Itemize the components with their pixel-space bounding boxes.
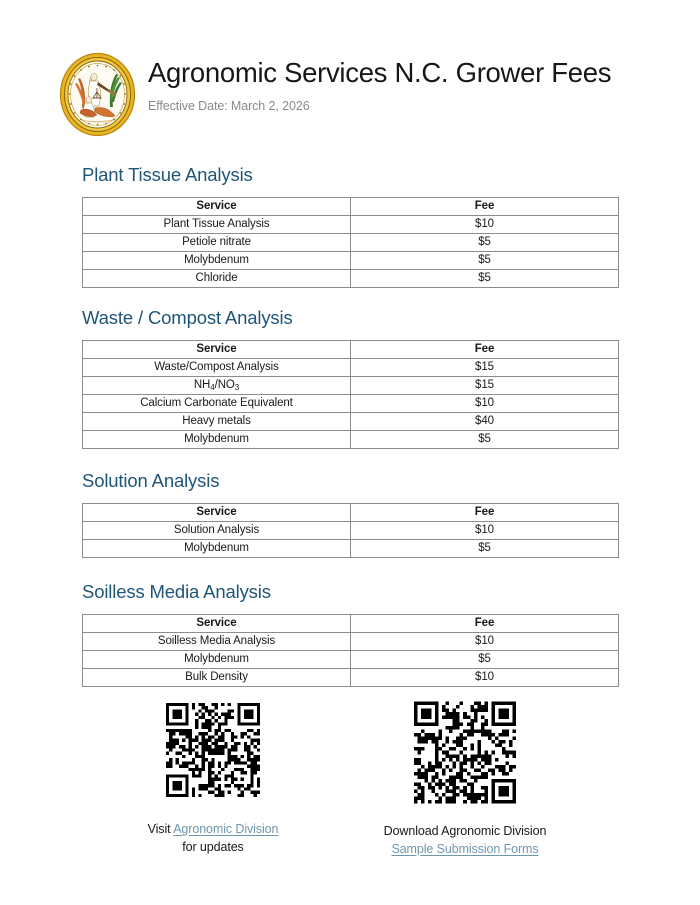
cell-fee: $10 bbox=[351, 216, 619, 234]
qr-caption-right bbox=[376, 823, 554, 858]
document-footer bbox=[0, 700, 700, 905]
table-header-row bbox=[83, 198, 619, 216]
cell-service: Waste/Compost Analysis bbox=[83, 359, 351, 377]
cell-fee: $40 bbox=[351, 413, 619, 431]
cell-fee: $5 bbox=[351, 252, 619, 270]
cell-service: Soilless Media Analysis bbox=[83, 633, 351, 651]
table-row bbox=[83, 431, 619, 449]
table-row bbox=[83, 270, 619, 288]
table-row bbox=[83, 540, 619, 558]
table-row bbox=[83, 359, 619, 377]
cell-service-formula: $NH_4/NO_3$ bbox=[83, 377, 351, 395]
table-row bbox=[83, 395, 619, 413]
column-header-fee: Fee bbox=[351, 341, 619, 359]
qr-caption-left bbox=[130, 821, 296, 856]
cell-service: Molybdenum bbox=[83, 431, 351, 449]
cell-fee: $15 bbox=[351, 377, 619, 395]
table-row bbox=[83, 669, 619, 687]
table-row bbox=[83, 522, 619, 540]
effective-date: Effective Date: March 2, 2026 bbox=[148, 99, 310, 113]
table-row bbox=[83, 234, 619, 252]
cell-service: Chloride bbox=[83, 270, 351, 288]
column-header-service: Service bbox=[83, 198, 351, 216]
section-heading: Solution Analysis bbox=[82, 470, 220, 491]
page-title: Agronomic Services N.C. Grower Fees bbox=[148, 57, 612, 88]
section-heading: Soilless Media Analysis bbox=[82, 581, 271, 602]
cell-fee: $5 bbox=[351, 234, 619, 252]
qr-caption-prefix: Visit bbox=[147, 822, 174, 836]
table-row bbox=[83, 651, 619, 669]
cell-service: Plant Tissue Analysis bbox=[83, 216, 351, 234]
table-row bbox=[83, 377, 619, 395]
table-header-row bbox=[83, 504, 619, 522]
column-header-fee: Fee bbox=[351, 615, 619, 633]
cell-fee: $10 bbox=[351, 395, 619, 413]
column-header-service: Service bbox=[83, 615, 351, 633]
cell-fee: $10 bbox=[351, 669, 619, 687]
cell-fee: $10 bbox=[351, 633, 619, 651]
qr-caption-suffix: for updates bbox=[182, 839, 244, 854]
cell-service: Molybdenum bbox=[83, 252, 351, 270]
fee-table-solution bbox=[82, 503, 619, 558]
cell-fee: $5 bbox=[351, 431, 619, 449]
fee-table-plant-tissue bbox=[82, 197, 619, 288]
cell-service: Heavy metals bbox=[83, 413, 351, 431]
cell-fee: $5 bbox=[351, 651, 619, 669]
table-header-row bbox=[83, 341, 619, 359]
table-row bbox=[83, 216, 619, 234]
table-row bbox=[83, 413, 619, 431]
cell-fee: $5 bbox=[351, 540, 619, 558]
document-header bbox=[0, 0, 700, 150]
title-block bbox=[148, 56, 668, 115]
column-header-fee: Fee bbox=[351, 198, 619, 216]
section-plant-tissue-analysis bbox=[82, 163, 618, 288]
column-header-fee: Fee bbox=[351, 504, 619, 522]
fee-table-waste-compost bbox=[82, 340, 619, 449]
fee-table-soilless-media bbox=[82, 614, 619, 687]
section-waste-compost-analysis bbox=[82, 306, 618, 449]
cell-service: Bulk Density bbox=[83, 669, 351, 687]
cell-service: Molybdenum bbox=[83, 540, 351, 558]
column-header-service: Service bbox=[83, 341, 351, 359]
cell-service: Molybdenum bbox=[83, 651, 351, 669]
qr-code-agronomic-division-icon[interactable] bbox=[166, 700, 260, 800]
cell-fee: $5 bbox=[351, 270, 619, 288]
cell-service: Solution Analysis bbox=[83, 522, 351, 540]
cell-fee: $10 bbox=[351, 522, 619, 540]
qr-code-sample-submission-forms-icon[interactable] bbox=[414, 700, 516, 805]
qr-caption-prefix: Download Agronomic Division bbox=[383, 824, 547, 838]
qr-block-sample-submission-forms bbox=[376, 700, 554, 858]
sample-submission-forms-link[interactable]: Sample Submission Forms bbox=[391, 841, 539, 856]
column-header-service: Service bbox=[83, 504, 351, 522]
cell-fee: $15 bbox=[351, 359, 619, 377]
section-soilless-media-analysis bbox=[82, 580, 618, 687]
cell-service: Calcium Carbonate Equivalent bbox=[83, 395, 351, 413]
cell-service: Petiole nitrate bbox=[83, 234, 351, 252]
section-heading: Plant Tissue Analysis bbox=[82, 164, 253, 185]
table-header-row bbox=[83, 615, 619, 633]
table-row bbox=[83, 633, 619, 651]
section-solution-analysis bbox=[82, 469, 618, 558]
table-row bbox=[83, 252, 619, 270]
section-heading: Waste / Compost Analysis bbox=[82, 307, 293, 328]
qr-block-agronomic-division bbox=[130, 700, 296, 856]
north-carolina-state-seal-icon bbox=[59, 52, 136, 137]
agronomic-division-link[interactable]: Agronomic Division bbox=[173, 822, 279, 836]
